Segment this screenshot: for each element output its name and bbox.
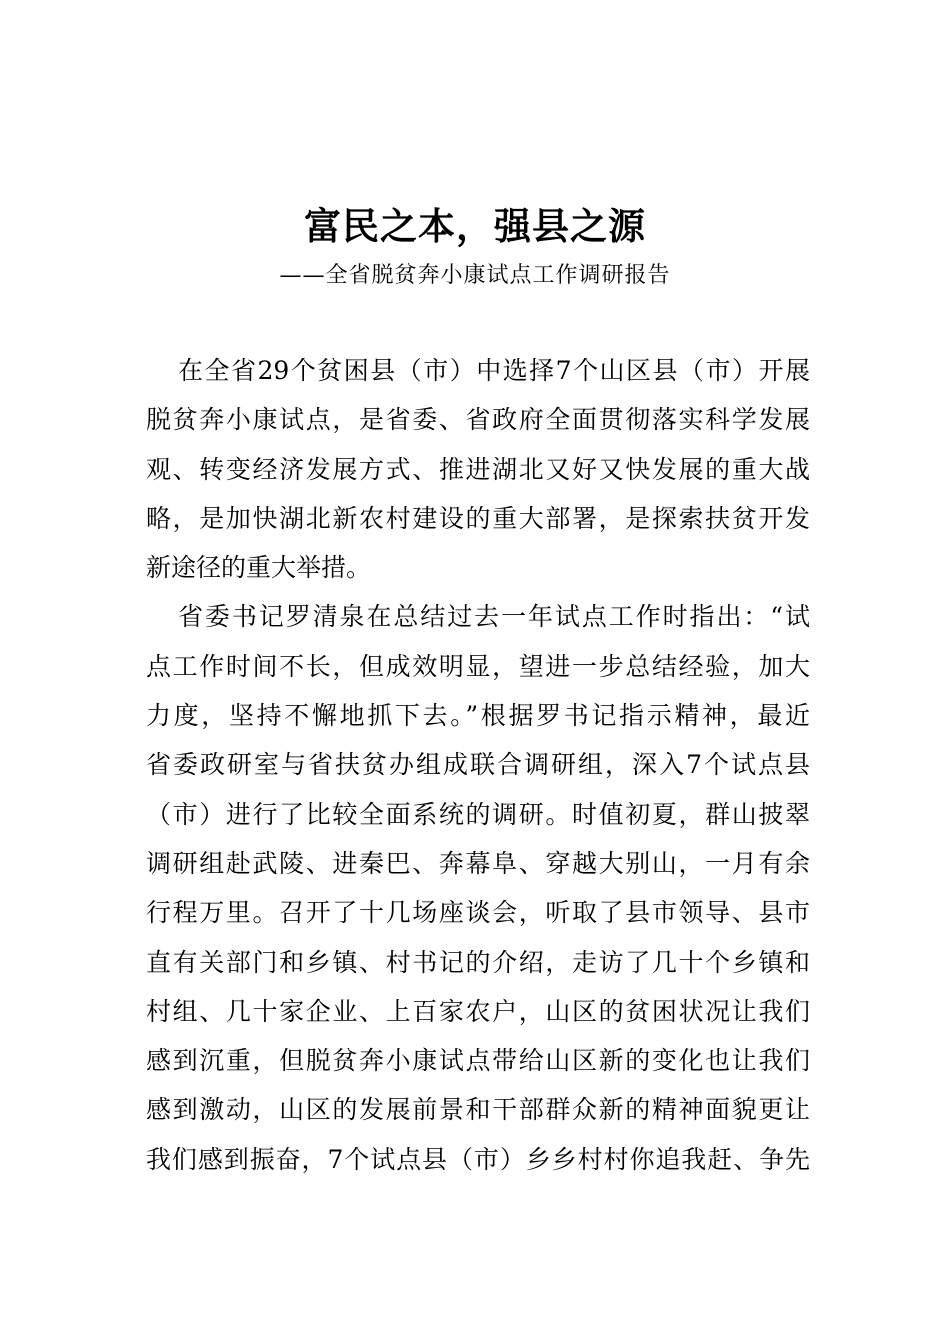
text-line: 调研组赴武陵、进秦巴、奔幕阜、穿越大别山，一月有余 <box>146 848 810 878</box>
text-line: 直有关部门和乡镇、村书记的介绍，走访了几十个乡镇和 <box>146 947 810 977</box>
document-subtitle: ——全省脱贫奔小康试点工作调研报告 <box>279 263 671 288</box>
text-line: （市）进行了比较全面系统的调研。时值初夏，群山披翠 <box>146 799 810 829</box>
text-line: 在全省29个贫困县（市）中选择7个山区县（市）开展 <box>178 356 810 385</box>
document-title: 富民之本，强县之源 <box>304 204 646 248</box>
text-line: 我们感到振奋，7个试点县（市）乡乡村村你追我赶、争先 <box>146 1144 810 1174</box>
text-line: 略，是加快湖北新农村建设的重大部署，是探索扶贫开发 <box>146 503 810 533</box>
text-line: 感到沉重，但脱贫奔小康试点带给山区新的变化也让我们 <box>146 1046 810 1076</box>
text-line: 行程万里。召开了十几场座谈会，听取了县市领导、县市 <box>146 898 810 928</box>
text-line: 感到激动，山区的发展前景和干部群众新的精神面貌更让 <box>146 1095 810 1125</box>
text-line: 点工作时间不长，但成效明显，望进一步总结经验，加大 <box>146 651 810 681</box>
document-body <box>146 346 810 1184</box>
text-line: 省委书记罗清泉在总结过去一年试点工作时指出：“试 <box>178 602 810 632</box>
text-line: 脱贫奔小康试点，是省委、省政府全面贯彻落实科学发展 <box>146 405 810 435</box>
text-line: 村组、几十家企业、上百家农户，山区的贫困状况让我们 <box>146 996 810 1026</box>
paragraph-1 <box>146 346 810 592</box>
text-line: 新途径的重大举措。 <box>146 553 372 583</box>
paragraph-2 <box>146 592 810 1184</box>
text-line: 力度，坚持不懈地抓下去。”根据罗书记指示精神，最近 <box>146 701 810 731</box>
text-line: 省委政研室与省扶贫办组成联合调研组，深入7个试点县 <box>146 750 810 780</box>
text-line: 观、转变经济发展方式、推进湖北又好又快发展的重大战 <box>146 454 810 484</box>
